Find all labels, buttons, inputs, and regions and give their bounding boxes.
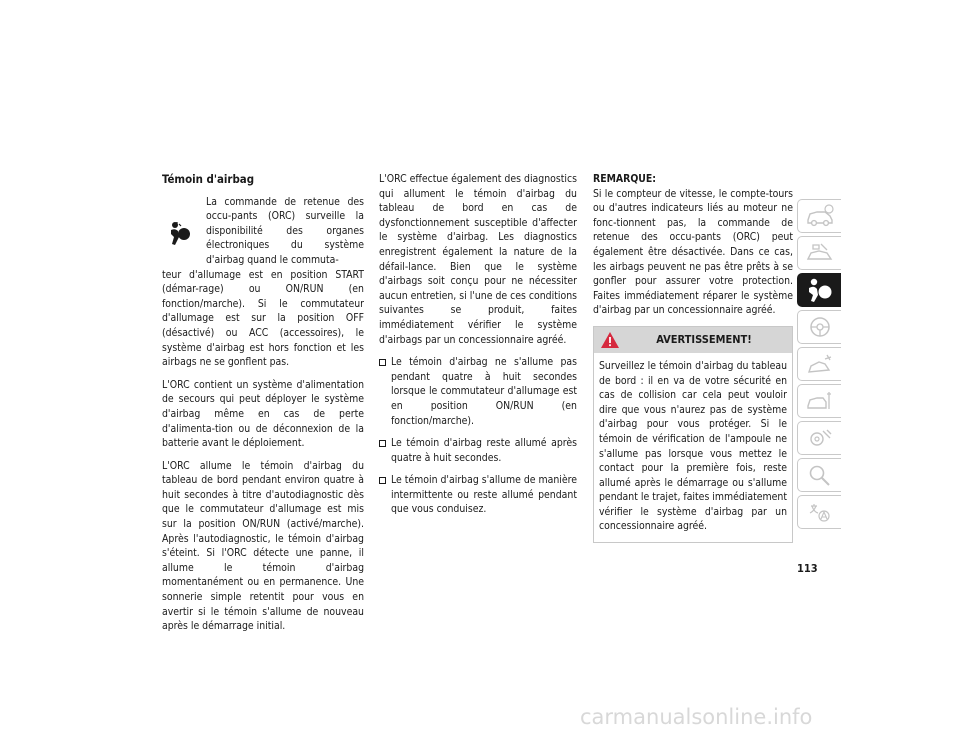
column-middle — [379, 172, 577, 525]
bullet-square-icon — [379, 440, 386, 447]
watermark: carmanualsonline.info — [580, 705, 813, 729]
list-item: Le témoin d'airbag s'allume de manière intermittente ou reste allumé pendant que vous conduisez. — [379, 473, 577, 517]
list-item: Le témoin d'airbag ne s'allume pas pendant quatre à huit secondes lorsque le commutateur d'allumage est en position ON/RUN (en fonction/marche). — [379, 355, 577, 428]
warning-header — [594, 327, 792, 353]
list-item: Le témoin d'airbag reste allumé après quatre à huit secondes. — [379, 436, 577, 465]
remark-label: REMARQUE: — [593, 173, 656, 185]
intro-block — [162, 195, 364, 268]
tab-steering[interactable] — [797, 310, 841, 344]
tab-car-info[interactable] — [797, 199, 841, 233]
magnifier-icon — [805, 463, 835, 487]
car-keys-icon — [805, 241, 835, 265]
warning-text: Surveillez le témoin d'airbag du tableau de bord : il en va de votre sécurité en cas de collision car cela peut vouloir dire que vous n'aurez pas de système d'airbag pour vous protéger. Si le témoin de vérification de l'ampoule ne s'allume pas lorsque vous mettez le contact pour la première fois, reste allumé après le démarrage ou s'allume pendant le trajet, faites immédiatement vérifier le système d'airbag par un concessionnaire agréé. — [599, 359, 787, 533]
warning-title: AVERTISSEMENT! — [656, 332, 752, 346]
bullet-square-icon — [379, 477, 386, 484]
tab-car-keys[interactable] — [797, 236, 841, 270]
warning-box — [593, 326, 793, 543]
tab-languages[interactable] — [797, 495, 841, 529]
remark-text: Si le compteur de vitesse, le compte-tours ou d'autres indicateurs liés au moteur ne fonc-tionnent pas, la commande de retenue des occu-pants (ORC) peut également être désactivée. Dans ce cas, les airbags peuvent ne pas être prêts à se gonfler pour assurer votre protection. Faites immédiatement réparer le système d'airbag par un concessionnaire agréé. — [593, 187, 793, 317]
tab-service[interactable] — [797, 384, 841, 418]
car-info-icon — [805, 204, 835, 228]
column-right — [593, 172, 793, 543]
steering-wheel-icon — [805, 315, 835, 339]
language-index-icon — [805, 500, 835, 524]
column-left — [162, 172, 364, 642]
airbag-person-icon — [805, 277, 835, 303]
intro-paragraph: teur d'allumage est en position START (démar-rage) ou ON/RUN (en fonction/marche). Si le commutateur d'allumage est sur la position OFF (désactivé) ou ACC (accessoires), le système d'airbag est hors fonction et les airbags ne se gonflent pas. — [162, 268, 364, 369]
intro-wrapped-text: La commande de retenue des occu-pants (ORC) surveille la disponibilité des organes électroniques du système d'airbag quand le commuta- — [206, 195, 364, 266]
airbag-warning-icon — [168, 221, 192, 245]
tab-index[interactable] — [797, 458, 841, 492]
condition-list — [379, 355, 577, 517]
warning-triangle-icon — [600, 331, 620, 349]
tab-emergency[interactable] — [797, 347, 841, 381]
paragraph-backup-power: L'ORC contient un système d'alimentation de secours qui peut déployer le système d'airbag même en cas de perte d'alimenta-tion ou de déconnexion de la batterie avant le déploiement. — [162, 378, 364, 450]
section-title: Témoin d'airbag — [162, 172, 255, 186]
car-service-icon — [805, 389, 835, 413]
bullet-square-icon — [379, 359, 386, 366]
page-number: 113 — [797, 562, 818, 575]
tab-specs[interactable] — [797, 421, 841, 455]
tab-airbag[interactable] — [797, 273, 841, 307]
chapter-tabs — [797, 199, 841, 532]
paragraph-diagnostics: L'ORC effectue également des diagnostics qui allument le témoin d'airbag du tableau de bord en cas de dysfonctionnement susceptible d'affecter le système d'airbag. Les diagnostics enregistrent également la nature de la défail-lance. Bien que le système d'airbags soit conçu pour ne nécessiter aucun entretien, si l'une de ces conditions suivantes se produit, faites immédiatement vérifier le système d'airbags par un concessionnaire agréé. — [379, 173, 577, 346]
gear-wrench-icon — [805, 426, 835, 450]
car-crash-icon — [805, 352, 835, 376]
paragraph-self-test: L'ORC allume le témoin d'airbag du tableau de bord pendant environ quatre à huit secondes à titre d'autodiagnostic dès que le commutateur d'allumage est mis sur la position ON/RUN (activé/marche). Après l'autodiagnostic, le témoin d'airbag s'éteint. Si l'ORC détecte une panne, il allume le témoin d'airbag momentanément ou en permanence. Une sonnerie simple retentit pour vous en avertir si le témoin s'allume de nouveau après le démarrage initial. — [162, 459, 364, 633]
